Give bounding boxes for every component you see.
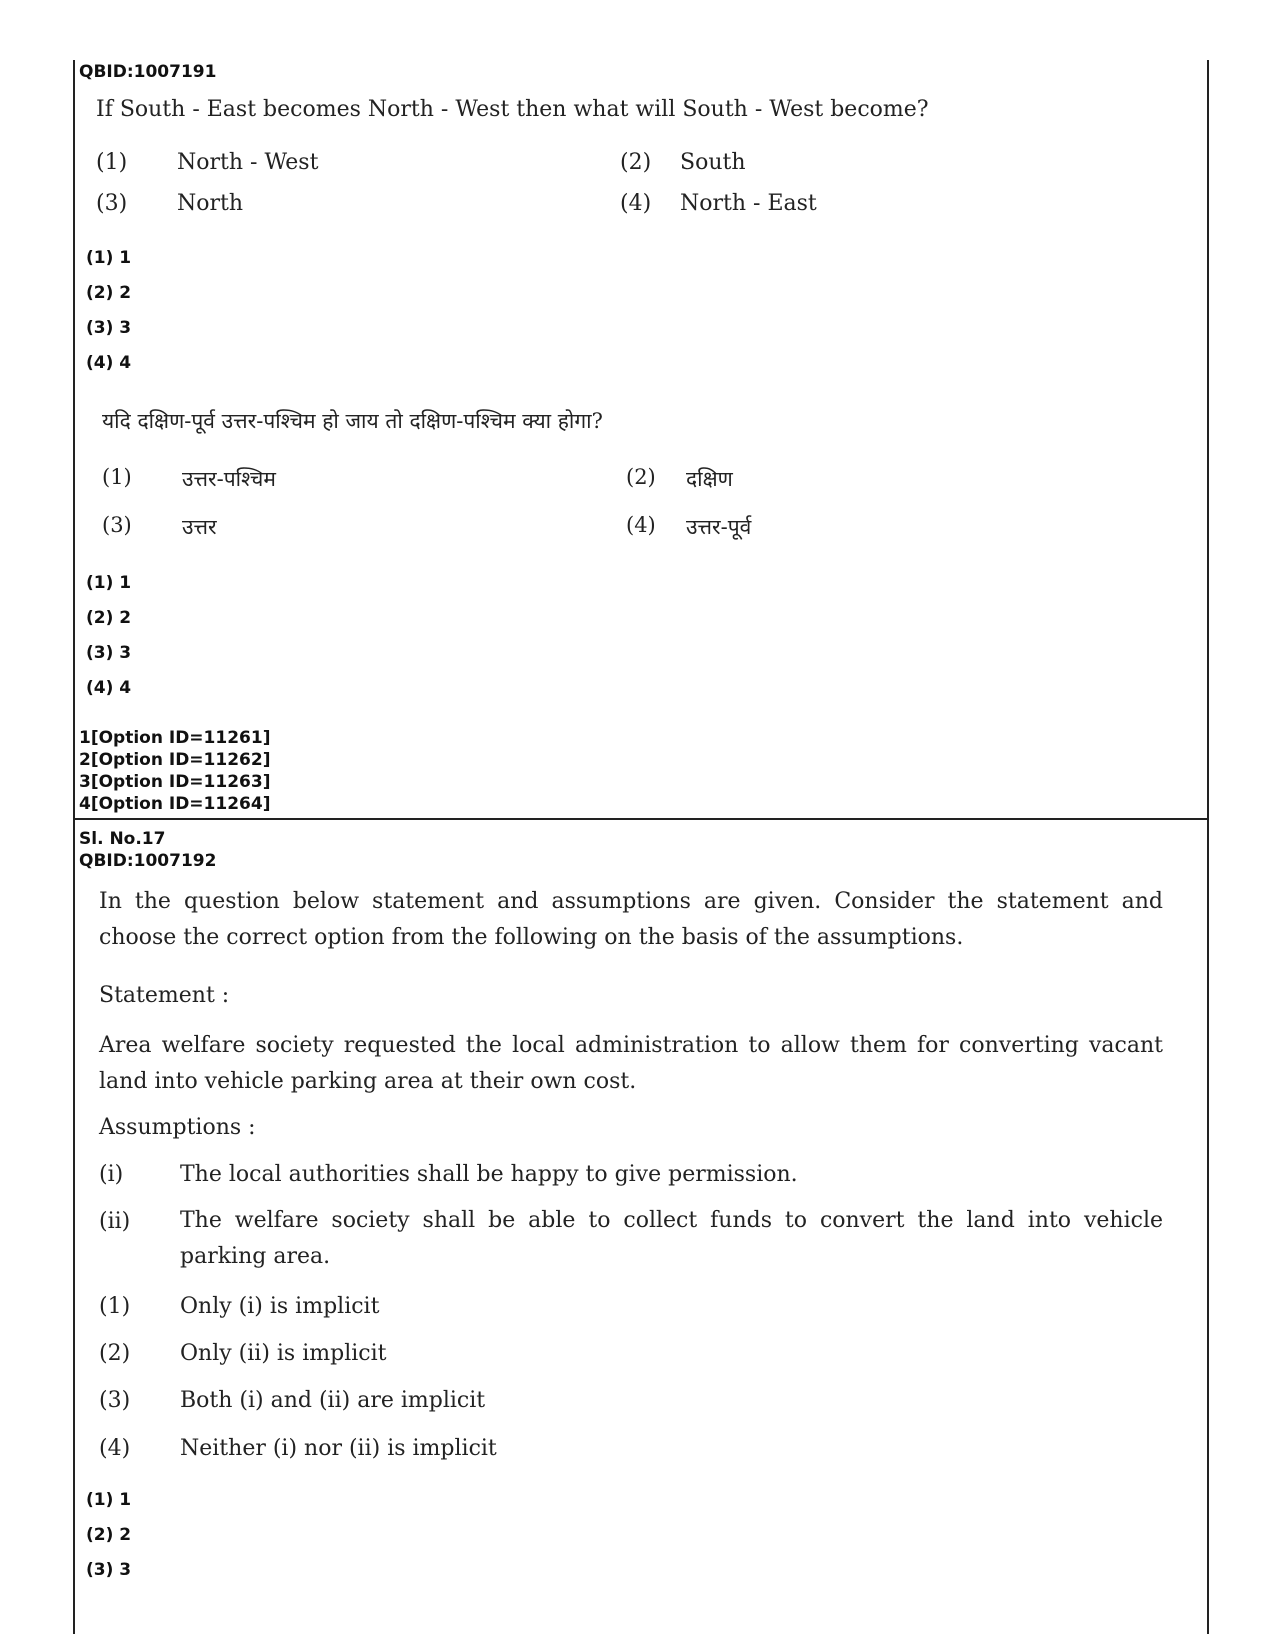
option-id: 1[Option ID=11261] [79,728,271,748]
answer-choice: (3) 3 [86,1560,132,1580]
answer-choice: (3) 3 [86,643,132,663]
option-text: दक्षिण [686,467,733,491]
option-id: 4[Option ID=11264] [79,794,271,814]
option-text: उत्तर-पूर्व [686,515,752,539]
option-text: Only (i) is implicit [180,1294,380,1319]
option-number: (1) [99,1294,131,1319]
option-text: Both (i) and (ii) are implicit [180,1388,486,1413]
option-number: (1) [102,465,132,489]
qbid-label: QBID:1007192 [79,851,217,871]
option-text: North - West [177,150,319,175]
answer-choice: (2) 2 [86,608,132,628]
answer-choice: (1) 1 [86,248,132,268]
option-number: (4) [99,1436,131,1461]
option-number: (4) [626,513,656,537]
assumption-text: The local authorities shall be happy to give permission. [180,1162,798,1187]
statement-text: Area welfare society requested the local administration to allow them for converting vacant land into vehicle parking area at their own cost. [99,1033,1163,1094]
answer-choice: (1) 1 [86,573,132,593]
option-id: 2[Option ID=11262] [79,750,271,770]
option-number: (2) [99,1341,131,1366]
question-text-en: If South - East becomes North - West then what will South - West become? [96,97,929,122]
answer-choice: (4) 4 [86,678,132,698]
option-number: (2) [626,465,656,489]
option-number: (4) [620,191,652,216]
option-text: North - East [680,191,817,216]
option-text: North [177,191,244,216]
answer-choice: (2) 2 [86,1525,132,1545]
option-text: उत्तर [182,515,217,539]
assumptions-label: Assumptions : [99,1115,256,1140]
option-text: Neither (i) nor (ii) is implicit [180,1436,497,1461]
assumption-number: (i) [99,1162,124,1187]
qbid-label: QBID:1007191 [79,62,217,82]
option-number: (3) [99,1388,131,1413]
answer-choice: (4) 4 [86,353,132,373]
assumption-number: (ii) [99,1209,131,1234]
option-number: (1) [96,150,128,175]
question-divider [73,818,1209,820]
option-text: South [680,150,746,175]
option-text: उत्तर-पश्चिम [182,467,276,491]
answer-choice: (1) 1 [86,1490,132,1510]
left-border [73,60,75,1634]
statement-label: Statement : [99,983,230,1008]
option-number: (2) [620,150,652,175]
assumption-text: The welfare society shall be able to collect funds to convert the land into vehicle parking area. [180,1208,1163,1269]
serial-number: Sl. No.17 [79,829,166,849]
answer-choice: (2) 2 [86,283,132,303]
option-id: 3[Option ID=11263] [79,772,271,792]
option-number: (3) [102,513,132,537]
option-number: (3) [96,191,128,216]
option-text: Only (ii) is implicit [180,1341,387,1366]
question-text-hi: यदि दक्षिण-पूर्व उत्तर-पश्चिम हो जाय तो दक्षिण-पश्चिम क्या होगा? [102,409,603,433]
right-border [1207,60,1209,1634]
question-intro: In the question below statement and assumptions are given. Consider the statement and choose the correct option from the following on the basis of the assumptions. [99,889,1163,950]
answer-choice: (3) 3 [86,318,132,338]
